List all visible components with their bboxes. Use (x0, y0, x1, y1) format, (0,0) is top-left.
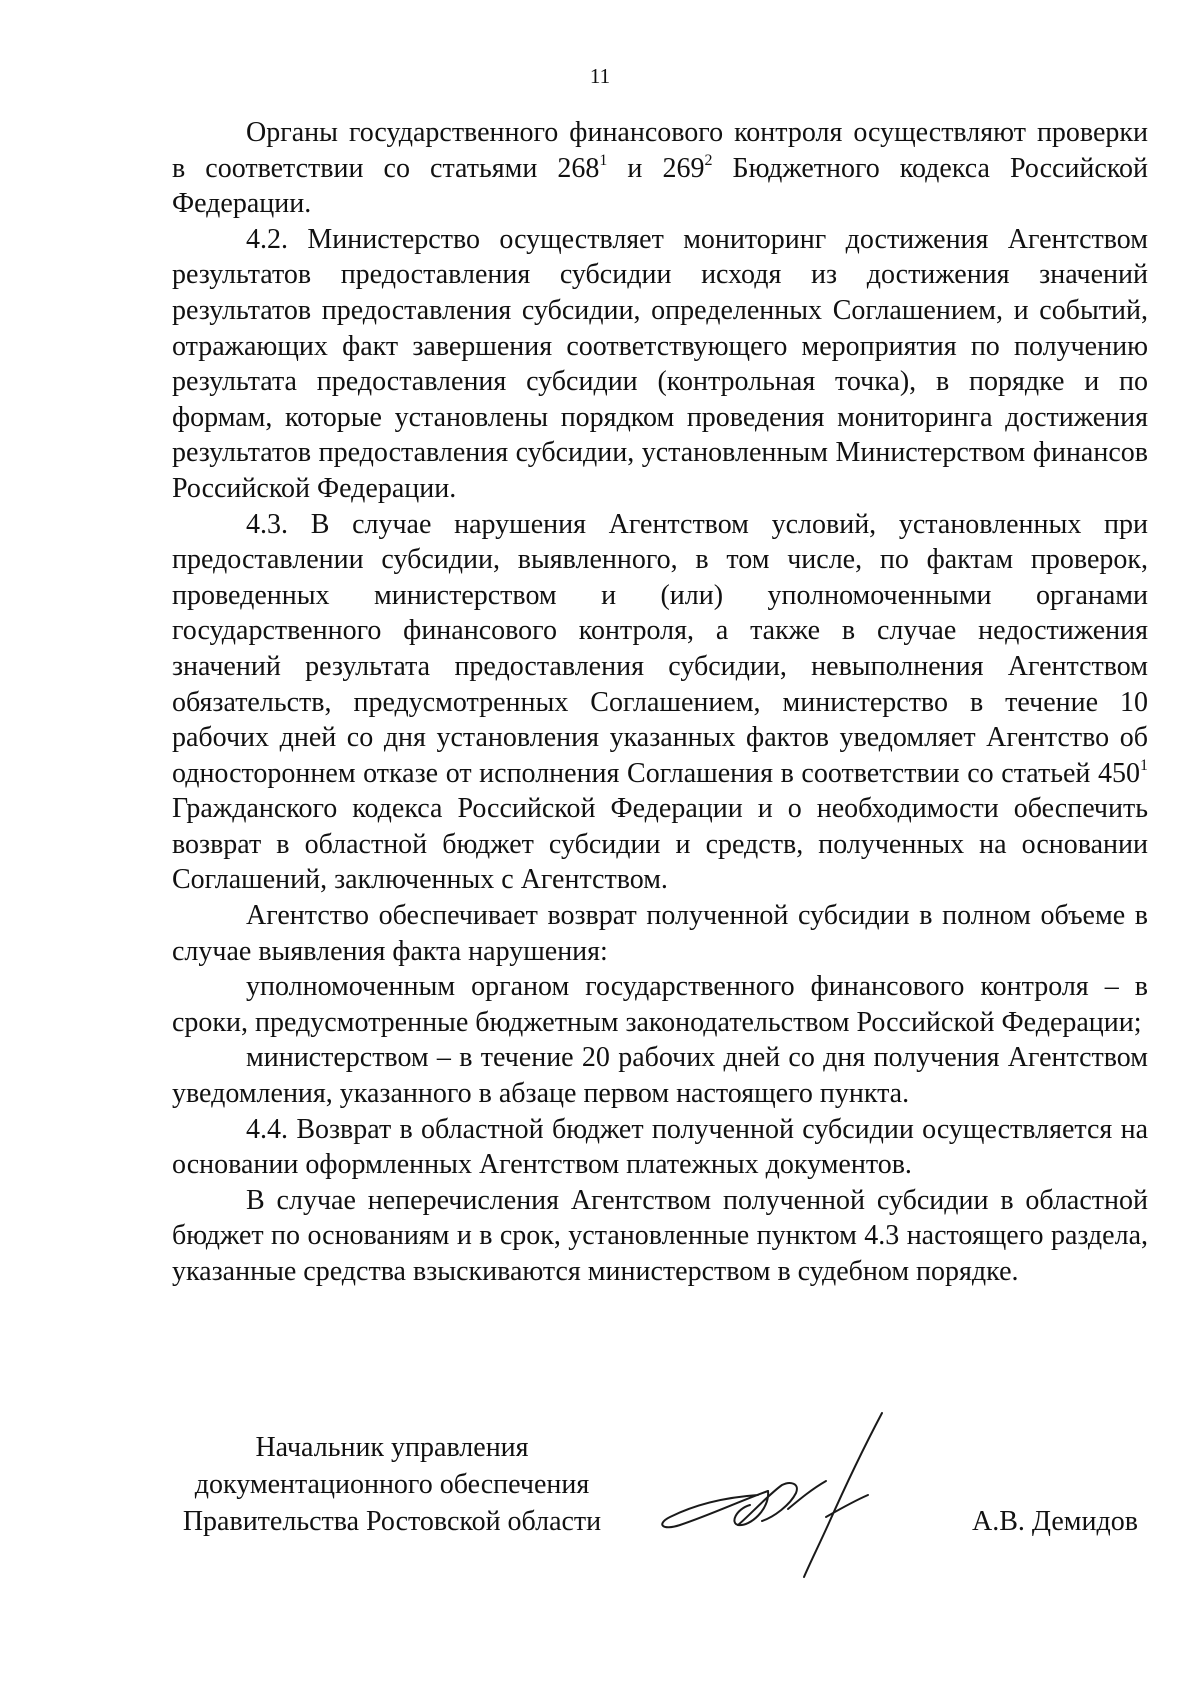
paragraph-control-bodies (172, 115, 1148, 222)
signatory-title-line-2: документационного обеспечения (194, 1469, 590, 1500)
paragraph-4-4: 4.4. Возврат в областной бюджет полученной субсидии осуществляется на основании оформленных Агентством платежных документов. (172, 1113, 1148, 1181)
paragraph-4-3 (172, 507, 1148, 899)
paragraph-court-recovery: В случае неперечисления Агентством полученной субсидии в областной бюджет по основаниям и в срок, установленные пунктом 4.3 настоящего раздела, указанные средства взыскиваются министерством в судебном порядке. (172, 1184, 1148, 1287)
document-body (172, 115, 1148, 1290)
signatory-title (172, 1429, 612, 1540)
superscript-1: 1 (599, 151, 608, 169)
superscript-2: 2 (704, 151, 713, 169)
paragraph-1-text-a: Органы государственного финансового контроля осуществляют проверки в соответствии со статьями 268 (172, 117, 1148, 184)
signatory-title-line-1: Начальник управления (255, 1432, 529, 1463)
paragraph-authorized-body: уполномоченным органом государственного финансового контроля – в сроки, предусмотренные бюджетным законодательством Российской Федерации; (172, 971, 1148, 1038)
paragraph-4-3-text-b: Гражданского кодекса Российской Федерации и о необходимости обеспечить возврат в областной бюджет субсидии и средств, полученных на основании Соглашений, заключенных с Агентством. (172, 793, 1148, 896)
paragraph-1-text-c: Бюджетного кодекса Российской Федерации. (172, 152, 1149, 220)
paragraph-1-text-b: и 269 (607, 152, 705, 184)
paragraph-agency-refund: Агентство обеспечивает возврат полученной субсидии в полном объеме в случае выявления факта нарушения: (172, 900, 1148, 967)
signatory-title-line-3: Правительства Ростовской области (182, 1506, 602, 1537)
handwritten-signature (650, 1405, 910, 1585)
paragraph-ministry-term: министерством – в течение 20 рабочих дней со дня получения Агентством уведомления, указанного в абзаце первом настоящего пункта. (172, 1042, 1148, 1110)
paragraph-4-3-text-a: 4.3. В случае нарушения Агентством условий, установленных при предоставлении субсидии, выявленного, в том числе, по фактам проверок, проведенных министерством и (или) уполномоченными органами государственного финансового контроля, а также в случае недостижения значений результата предоставления субсидии, невыполнения Агентством обязательств, предусмотренных Соглашением, министерство в течение 10 рабочих дней со дня установления указанных фактов уведомляет Агентство об одностороннем отказе от исполнения Соглашения в соответствии со статьей 450 (172, 508, 1148, 789)
superscript-article: 1 (1140, 756, 1148, 774)
signatory-name: А.В. Демидов (972, 1506, 1138, 1537)
page-number: 11 (589, 64, 611, 88)
paragraph-4-2: 4.2. Министерство осуществляет мониторинг достижения Агентством результатов предоставления субсидии исходя из достижения значений результатов предоставления субсидии, определенных Соглашением, и событий, отражающих факт завершения соответствующего мероприятия по получению результата предоставления субсидии (контрольная точка), в порядке и по формам, которые установлены порядком проведения мониторинга достижения результатов предоставления субсидии, установленным Министерством финансов Российской Федерации. (172, 223, 1148, 504)
